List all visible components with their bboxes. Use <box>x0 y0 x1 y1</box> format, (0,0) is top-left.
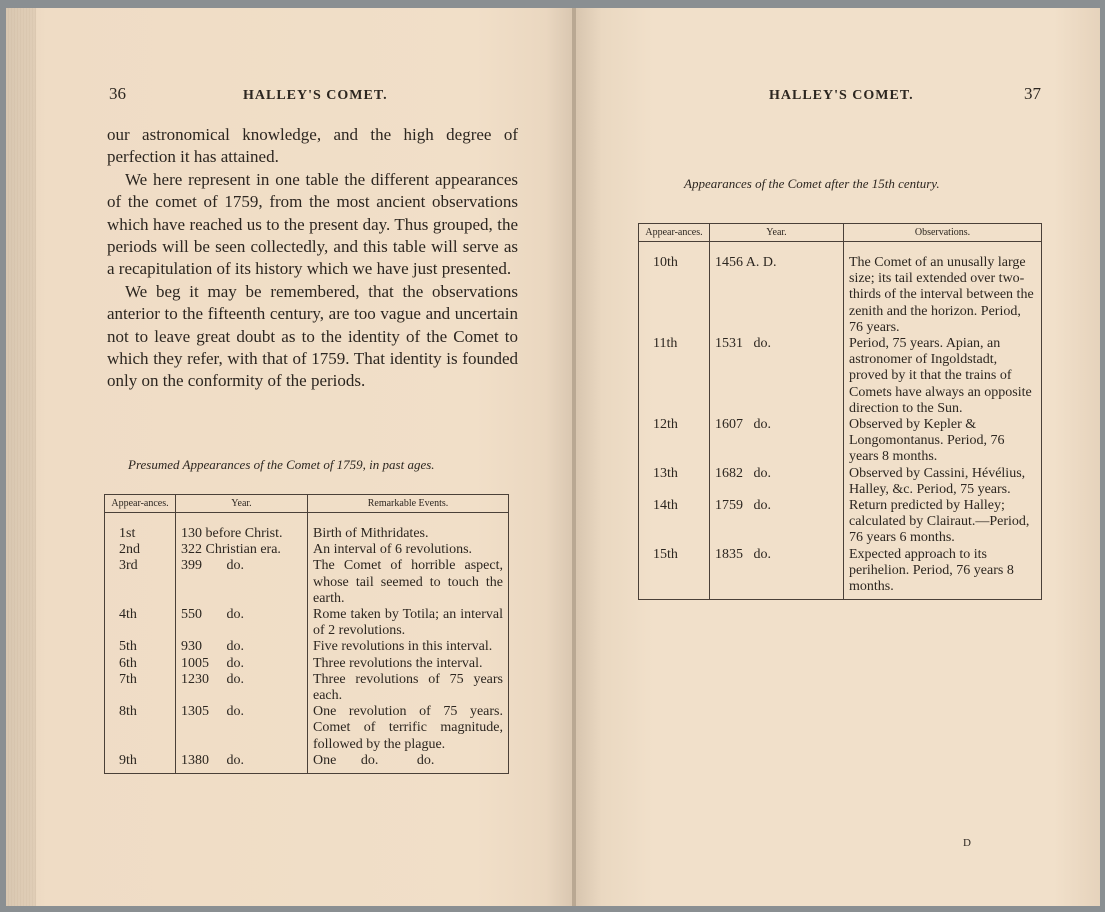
appearance-cell: 8th <box>105 704 176 753</box>
page-edges <box>6 8 36 906</box>
appearance-cell: 14th <box>639 498 710 547</box>
table-row <box>639 417 1042 466</box>
open-book <box>6 8 1100 906</box>
running-head-left: HALLEY'S COMET. <box>243 88 388 103</box>
left-page <box>6 8 574 906</box>
appearance-cell: 6th <box>105 656 176 672</box>
later-appearances-table <box>638 223 1042 600</box>
appearance-cell: 9th <box>105 753 176 769</box>
observation-cell: The Comet of an unusally large size; its tail extended over two-thirds of the interval between the zenith and the horizon. Period, 76 years. <box>844 255 1042 336</box>
appearance-cell: 12th <box>639 417 710 466</box>
paragraph: We beg it may be remembered, that the observations anterior to the fifteenth century, are too vague and uncertain not to leave great doubt as to the identity of the Comet to which they refer, with that of 1759. That identity is founded only on the conformity of the periods. <box>107 281 518 391</box>
year-cell: 322 Christian era. <box>176 542 308 558</box>
table-row <box>105 753 509 769</box>
table-row <box>105 672 509 704</box>
column-header: Remarkable Events. <box>308 495 509 513</box>
table-row <box>639 336 1042 417</box>
observation-cell: Expected approach to its perihelion. Period, 76 years 8 months. <box>844 547 1042 596</box>
table-caption-right: Appearances of the Comet after the 15th century. <box>684 176 940 191</box>
appearance-cell: 5th <box>105 639 176 655</box>
year-cell: 130 before Christ. <box>176 526 308 542</box>
paragraph: We here represent in one table the different appearances of the comet of 1759, from the most ancient observations which have reached us to the present day. Thus grouped, the periods will be seen collectedly, and this table will serve as a recapitulation of its history which we have just presented. <box>107 169 518 279</box>
observation-cell: Observed by Kepler & Longomontanus. Period, 76 years 8 months. <box>844 417 1042 466</box>
past-appearances-table <box>104 494 509 774</box>
observation-cell: Period, 75 years. Apian, an astronomer of Ingoldstadt, proved by it that the trains of Comets have always an opposite direction to the Sun. <box>844 336 1042 417</box>
table-row <box>639 498 1042 547</box>
table-row <box>105 558 509 607</box>
table-row <box>639 255 1042 336</box>
year-cell: 1607 do. <box>710 417 844 466</box>
event-cell: One revolution of 75 years. Comet of terrific magnitude, followed by the plague. <box>308 704 509 753</box>
table-row <box>639 547 1042 596</box>
event-cell: An interval of 6 revolutions. <box>308 542 509 558</box>
appearance-cell: 15th <box>639 547 710 596</box>
table-row <box>105 607 509 639</box>
column-header: Observations. <box>844 224 1042 242</box>
year-cell: 399 do. <box>176 558 308 607</box>
year-cell: 1230 do. <box>176 672 308 704</box>
table-row <box>105 542 509 558</box>
year-cell: 930 do. <box>176 639 308 655</box>
year-cell: 1682 do. <box>710 466 844 498</box>
appearance-cell: 1st <box>105 526 176 542</box>
column-header: Year. <box>176 495 308 513</box>
observation-cell: Return predicted by Halley; calculated by Clairaut.—Period, 76 years 6 months. <box>844 498 1042 547</box>
event-cell: Three revolutions of 75 years each. <box>308 672 509 704</box>
table-row <box>105 526 509 542</box>
table-row <box>105 656 509 672</box>
event-cell: One do. do. <box>308 753 509 769</box>
appearance-cell: 7th <box>105 672 176 704</box>
table-row <box>105 704 509 753</box>
paragraph: our astronomical knowledge, and the high degree of perfection it has attained. <box>107 125 518 167</box>
event-cell: Birth of Mithridates. <box>308 526 509 542</box>
page-number-left: 36 <box>109 84 126 103</box>
column-header: Appear-ances. <box>639 224 710 242</box>
year-cell: 1531 do. <box>710 336 844 417</box>
right-page <box>574 8 1100 906</box>
event-cell: Rome taken by Totila; an interval of 2 revolutions. <box>308 607 509 639</box>
appearance-cell: 11th <box>639 336 710 417</box>
table-header-row <box>639 224 1042 242</box>
year-cell: 1456 A. D. <box>710 255 844 336</box>
observation-cell: Observed by Cassini, Hévélius, Halley, &c. Period, 75 years. <box>844 466 1042 498</box>
year-cell: 1005 do. <box>176 656 308 672</box>
year-cell: 1835 do. <box>710 547 844 596</box>
table-row <box>639 466 1042 498</box>
page-number-right: 37 <box>1024 84 1041 103</box>
book-gutter <box>572 8 576 906</box>
year-cell: 1759 do. <box>710 498 844 547</box>
appearance-cell: 13th <box>639 466 710 498</box>
year-cell: 1380 do. <box>176 753 308 769</box>
column-header: Appear-ances. <box>105 495 176 513</box>
table-row <box>105 639 509 655</box>
appearance-cell: 2nd <box>105 542 176 558</box>
table-header-row <box>105 495 509 513</box>
appearance-cell: 10th <box>639 255 710 336</box>
appearance-cell: 4th <box>105 607 176 639</box>
event-cell: Five revolutions in this interval. <box>308 639 509 655</box>
running-head-right: HALLEY'S COMET. <box>769 88 914 103</box>
event-cell: The Comet of horrible aspect, whose tail seemed to touch the earth. <box>308 558 509 607</box>
year-cell: 1305 do. <box>176 704 308 753</box>
appearance-cell: 3rd <box>105 558 176 607</box>
column-header: Year. <box>710 224 844 242</box>
table-caption-left: Presumed Appearances of the Comet of 1759, in past ages. <box>128 457 435 472</box>
signature-mark: D <box>963 837 971 849</box>
body-text <box>107 124 518 393</box>
year-cell: 550 do. <box>176 607 308 639</box>
event-cell: Three revolutions the interval. <box>308 656 509 672</box>
